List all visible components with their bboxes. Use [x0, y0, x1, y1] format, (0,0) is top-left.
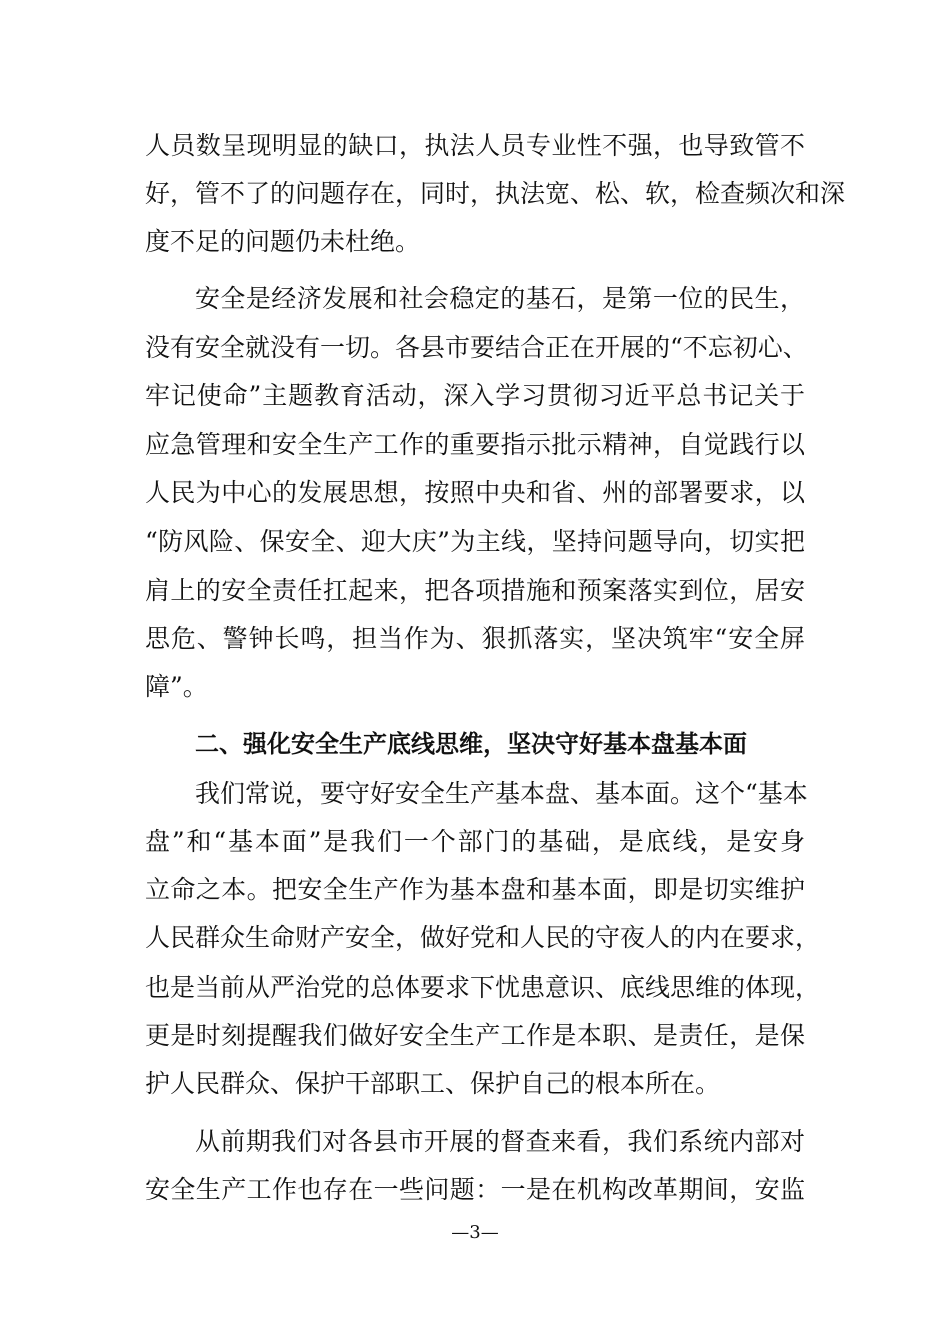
paragraph-line: 肩上的安全责任扛起来，把各项措施和预案落实到位，居安: [145, 576, 805, 605]
paragraph-line: 从前期我们对各县市开展的督查来看，我们系统内部对: [195, 1127, 805, 1156]
paragraph-line: 好，管不了的问题存在，同时，执法宽、松、软，检查频次和深: [145, 179, 846, 208]
paragraph-line: 更是时刻提醒我们做好安全生产工作是本职、是责任，是保: [145, 1021, 805, 1050]
paragraph-line: 思危、警钟长鸣，担当作为、狠抓落实，坚决筑牢“安全屏: [145, 624, 805, 653]
paragraph-line: 立命之本。把安全生产作为基本盘和基本面，即是切实维护: [145, 875, 805, 904]
paragraph-line: 也是当前从严治党的总体要求下忧患意识、底线思维的体现，: [145, 973, 821, 1002]
paragraph-line: 我们常说，要守好安全生产基本盘、基本面。这个“基本: [195, 779, 808, 808]
paragraph-line: 人民为中心的发展思想，按照中央和省、州的部署要求，以: [145, 478, 805, 507]
paragraph-line: 没有安全就没有一切。各县市要结合正在开展的“不忘初心、: [145, 333, 808, 362]
paragraph-line: 安全生产工作也存在一些问题：一是在机构改革期间，安监: [145, 1175, 805, 1204]
paragraph-line: 安全是经济发展和社会稳定的基石，是第一位的民生，: [195, 284, 805, 313]
paragraph-line: 应急管理和安全生产工作的重要指示批示精神，自觉践行以: [145, 430, 805, 459]
page-number: —3—: [451, 1222, 499, 1243]
paragraph-line: 度不足的问题仍未杜绝。: [145, 227, 421, 256]
paragraph-line: 护人民群众、保护干部职工、保护自己的根本所在。: [145, 1069, 721, 1098]
paragraph-line: 盘”和“基本面”是我们一个部门的基础，是底线，是安身: [145, 827, 805, 856]
paragraph-line: 牢记使命”主题教育活动，深入学习贯彻习近平总书记关于: [145, 381, 805, 410]
paragraph-line: 人员数呈现明显的缺口，执法人员专业性不强，也导致管不: [145, 131, 805, 160]
paragraph-line: 障”。: [145, 672, 208, 701]
paragraph-line: 人民群众生命财产安全，做好党和人民的守夜人的内在要求，: [145, 923, 821, 952]
section-heading: 二、强化安全生产底线思维，坚决守好基本盘基本面: [195, 730, 747, 758]
paragraph-line: “防风险、保安全、迎大庆”为主线，坚持问题导向，切实把: [145, 527, 805, 556]
